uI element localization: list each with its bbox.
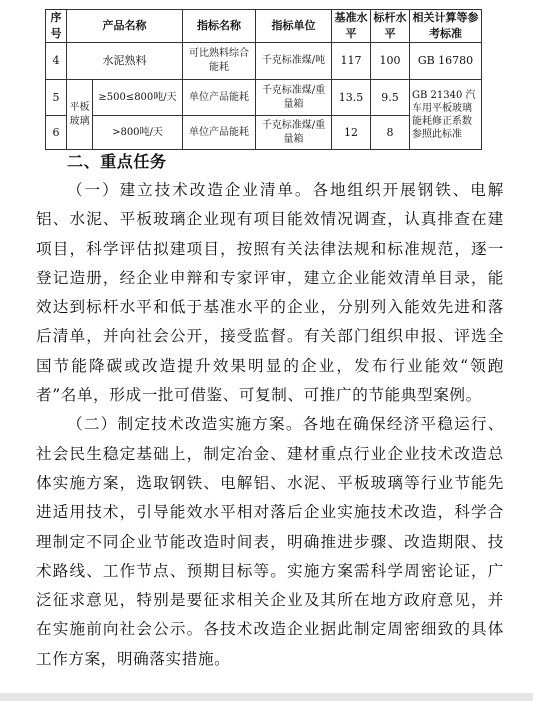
- cell-group: 平板玻璃: [67, 80, 93, 150]
- viewer-scrollbar-track[interactable]: [0, 693, 533, 701]
- paragraph-2-lead: （二）制定技术改造实施方案。: [67, 415, 303, 434]
- cell-reference: GB 21340 汽车用平板玻璃能耗修正系数参照此标准: [410, 80, 482, 150]
- table-row: [46, 80, 482, 116]
- energy-benchmark-table: [45, 9, 482, 150]
- cell-benchmark: 9.5: [371, 80, 410, 116]
- paragraph-1-lead: （一）建立技术改造企业清单。: [67, 181, 313, 199]
- cell-product: 水泥熟料: [67, 43, 183, 80]
- header-indicator: 指标名称: [183, 10, 256, 43]
- cell-reference: GB 16780: [410, 43, 482, 80]
- header-unit: 指标单位: [256, 10, 332, 43]
- cell-product: ≥500≤800吨/天: [93, 80, 183, 116]
- paragraph-1: [36, 176, 504, 410]
- cell-base: 117: [332, 43, 371, 80]
- cell-no: 5: [46, 80, 67, 116]
- cell-benchmark: 8: [371, 116, 410, 150]
- cell-unit: 千克标准煤/重量箱: [256, 116, 332, 150]
- cell-indicator: 可比熟料综合能耗: [183, 43, 256, 80]
- table-header-row: [46, 10, 482, 43]
- document-body: [36, 147, 504, 674]
- cell-base: 12: [332, 116, 371, 150]
- header-base: 基准水平: [332, 10, 371, 43]
- paragraph-2-text: 各地在确保经济平稳运行、社会民生稳定基础上，制定冶金、建材重点行业企业技术改造总体实施方案，选取钢铁、电解铝、水泥、平板玻璃等行业节能先进适用技术，引导能效水平相对落后企业实施技术改造，科学合理制定不同企业节能改造时间表，明确推进步骤、改造期限、技术路线、工作节点、预期目标等。实施方案需科学周密论证，广泛征求意见，特别是要征求相关企业及其所在地方政府意见，并在实施前向社会公示。各技术改造企业据此制定周密细致的具体工作方案，明确落实措施。: [36, 415, 505, 668]
- cell-no: 6: [46, 116, 67, 150]
- header-benchmark: 标杆水平: [371, 10, 410, 43]
- header-reference: 相关计算等参考标准: [410, 10, 482, 43]
- cell-unit: 千克标准煤/重量箱: [256, 80, 332, 116]
- cell-benchmark: 100: [371, 43, 410, 80]
- cell-indicator: 单位产品能耗: [183, 116, 256, 150]
- paragraph-2: [36, 410, 504, 674]
- section-heading: 二、重点任务: [67, 152, 167, 171]
- cell-indicator: 单位产品能耗: [183, 80, 256, 116]
- cell-unit: 千克标准煤/吨: [256, 43, 332, 80]
- paragraph-1-text: 各地组织开展钢铁、电解铝、水泥、平板玻璃企业现有项目能效情况调查，认真排查在建项目，科学评估拟建项目，按照有关法律法规和标准规范，逐一登记造册，经企业申辩和专家评审，建立企业能效清单目录，能效达到标杆水平和低于基准水平的企业，分别列入能效先进和落后清单，并向社会公开，接受监督。有关部门组织申报、评选全国节能降碳或改造提升效果明显的企业，发布行业能效“领跑者”名单，形成一批可借鉴、可复制、可推广的节能典型案例。: [36, 181, 504, 405]
- cell-product: >800吨/天: [93, 116, 183, 150]
- header-product: 产品名称: [67, 10, 183, 43]
- cell-no: 4: [46, 43, 67, 80]
- header-no: 序号: [46, 10, 67, 43]
- cell-base: 13.5: [332, 80, 371, 116]
- table-row: [46, 43, 482, 80]
